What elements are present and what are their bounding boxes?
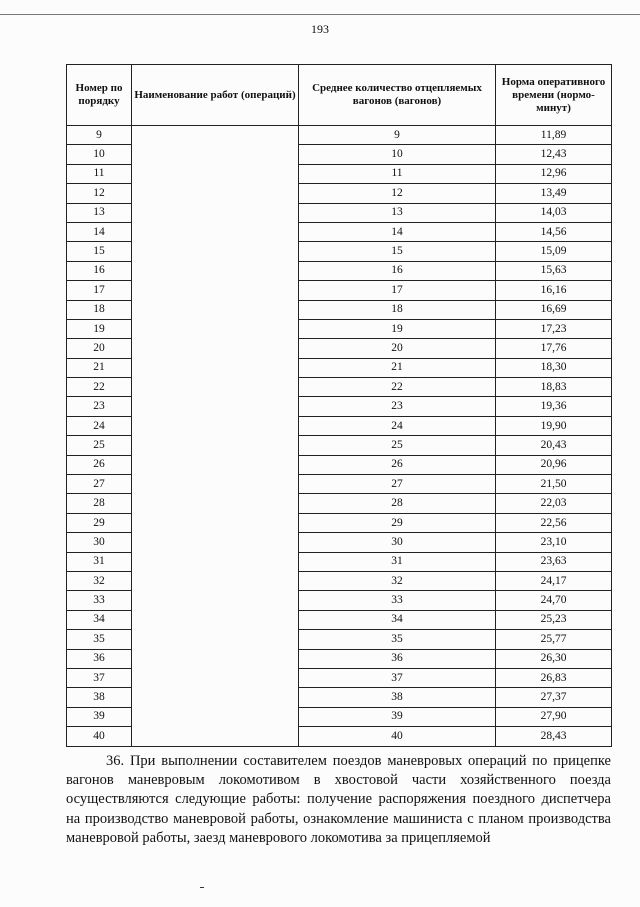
norm-cell: 17,76 [496,339,612,358]
norm-cell: 20,96 [496,455,612,474]
norm-cell: 15,09 [496,242,612,261]
wagons-cell: 21 [299,358,496,377]
wagons-cell: 39 [299,707,496,726]
table-body [67,126,612,747]
row-number-cell: 35 [67,630,132,649]
wagons-cell: 25 [299,436,496,455]
wagons-cell: 19 [299,319,496,338]
wagons-cell: 29 [299,513,496,532]
paragraph-text: 36. При выполнении составителем поездов маневровых операций по прицепке вагонов маневровым локомотивом в хвостовой части хозяйственного поезда осуществляются следующие работы: получение распоряжения поездного диспетчера на производство маневровой работы, ознакомление машиниста с планом производства маневровой работы, заезд маневрового локомотива за прицепляемой [66,753,611,846]
row-number-cell: 28 [67,494,132,513]
norm-cell: 15,63 [496,261,612,280]
row-number-cell: 14 [67,222,132,241]
wagons-cell: 12 [299,184,496,203]
norm-cell: 18,30 [496,358,612,377]
row-number-cell: 18 [67,300,132,319]
norm-cell: 24,17 [496,571,612,590]
wagons-cell: 31 [299,552,496,571]
norm-cell: 27,90 [496,707,612,726]
norms-table [66,64,612,747]
wagons-cell: 13 [299,203,496,222]
wagons-cell: 22 [299,378,496,397]
norm-cell: 22,03 [496,494,612,513]
norm-cell: 19,36 [496,397,612,416]
scan-edge-line [0,14,640,15]
row-number-cell: 38 [67,688,132,707]
row-number-cell: 19 [67,319,132,338]
scan-mark [200,887,204,888]
row-number-cell: 37 [67,668,132,687]
wagons-cell: 11 [299,164,496,183]
row-number-cell: 11 [67,164,132,183]
wagons-cell: 24 [299,416,496,435]
row-number-cell: 22 [67,378,132,397]
row-number-cell: 27 [67,475,132,494]
norm-cell: 16,69 [496,300,612,319]
row-number-cell: 25 [67,436,132,455]
wagons-cell: 28 [299,494,496,513]
norm-cell: 18,83 [496,378,612,397]
norm-cell: 23,10 [496,533,612,552]
row-number-cell: 17 [67,281,132,300]
wagons-cell: 16 [299,261,496,280]
row-number-cell: 34 [67,610,132,629]
norm-cell: 16,16 [496,281,612,300]
norm-cell: 28,43 [496,727,612,746]
norm-cell: 25,23 [496,610,612,629]
wagons-cell: 37 [299,668,496,687]
norm-cell: 26,83 [496,668,612,687]
norm-cell: 26,30 [496,649,612,668]
norm-cell: 14,56 [496,222,612,241]
wagons-cell: 30 [299,533,496,552]
norm-cell: 22,56 [496,513,612,532]
table-header-row [67,65,612,126]
page-number: 193 [311,22,329,36]
row-number-cell: 40 [67,727,132,746]
row-number-cell: 13 [67,203,132,222]
norm-cell: 12,43 [496,145,612,164]
wagons-cell: 23 [299,397,496,416]
wagons-cell: 26 [299,455,496,474]
wagons-cell: 34 [299,610,496,629]
header-operation: Наименование работ (операций) [132,65,299,126]
operation-merged-cell [132,126,299,747]
row-number-cell: 33 [67,591,132,610]
wagons-cell: 27 [299,475,496,494]
norm-cell: 11,89 [496,126,612,145]
row-number-cell: 32 [67,571,132,590]
row-number-cell: 20 [67,339,132,358]
row-number-cell: 26 [67,455,132,474]
norm-cell: 27,37 [496,688,612,707]
norm-cell: 12,96 [496,164,612,183]
wagons-cell: 14 [299,222,496,241]
norm-cell: 13,49 [496,184,612,203]
wagons-cell: 18 [299,300,496,319]
row-number-cell: 24 [67,416,132,435]
norm-cell: 25,77 [496,630,612,649]
row-number-cell: 16 [67,261,132,280]
row-number-cell: 10 [67,145,132,164]
table-row [67,126,612,145]
norm-cell: 23,63 [496,552,612,571]
row-number-cell: 21 [67,358,132,377]
norm-cell: 14,03 [496,203,612,222]
norm-cell: 24,70 [496,591,612,610]
row-number-cell: 36 [67,649,132,668]
wagons-cell: 9 [299,126,496,145]
wagons-cell: 20 [299,339,496,358]
wagons-cell: 17 [299,281,496,300]
header-wagons: Среднее количество отцепляемых вагонов (вагонов) [299,65,496,126]
body-paragraph [66,752,611,848]
row-number-cell: 29 [67,513,132,532]
row-number-cell: 23 [67,397,132,416]
wagons-cell: 15 [299,242,496,261]
header-norm: Норма оперативного времени (нормо-минут) [496,65,612,126]
wagons-cell: 33 [299,591,496,610]
wagons-cell: 32 [299,571,496,590]
row-number-cell: 39 [67,707,132,726]
norm-cell: 19,90 [496,416,612,435]
wagons-cell: 40 [299,727,496,746]
row-number-cell: 15 [67,242,132,261]
row-number-cell: 9 [67,126,132,145]
row-number-cell: 31 [67,552,132,571]
norm-cell: 21,50 [496,475,612,494]
wagons-cell: 38 [299,688,496,707]
header-number: Номер по порядку [67,65,132,126]
norm-cell: 17,23 [496,319,612,338]
row-number-cell: 12 [67,184,132,203]
row-number-cell: 30 [67,533,132,552]
wagons-cell: 10 [299,145,496,164]
wagons-cell: 36 [299,649,496,668]
wagons-cell: 35 [299,630,496,649]
norm-cell: 20,43 [496,436,612,455]
